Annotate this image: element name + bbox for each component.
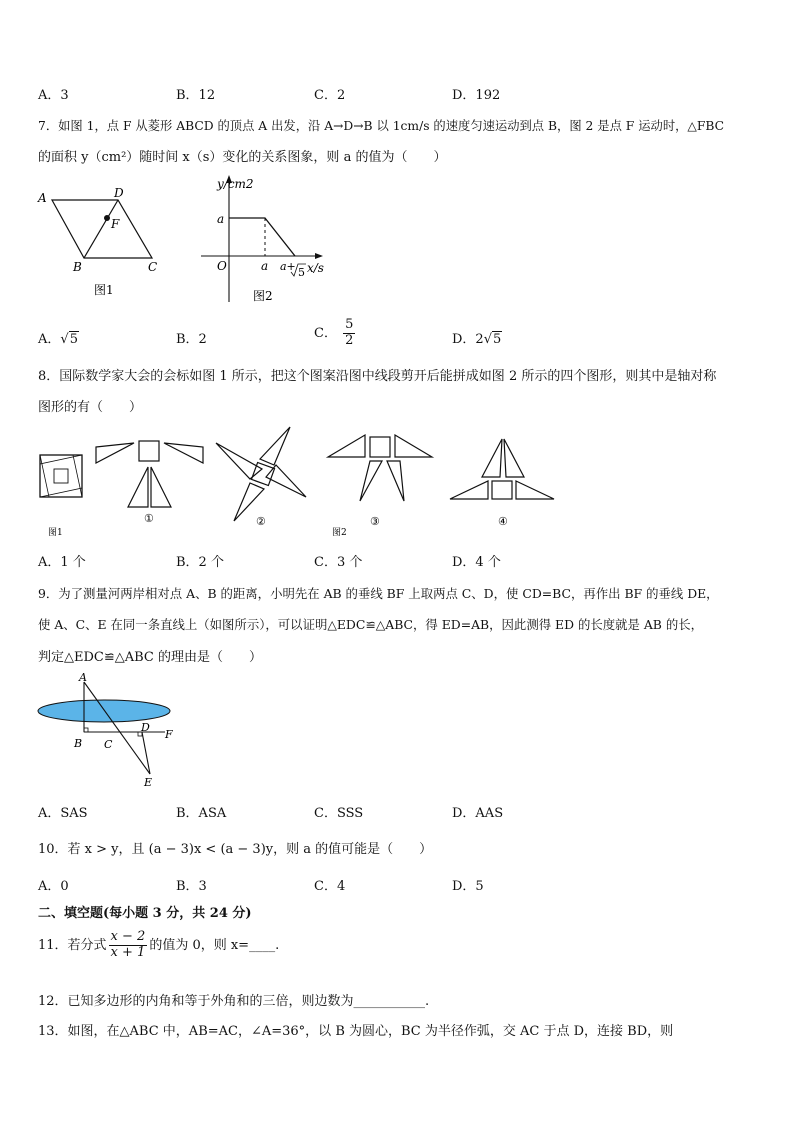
q7-option-c-denominator: 2 bbox=[345, 332, 354, 348]
q10-option-c: C．4 bbox=[314, 879, 346, 894]
q7-fig1-label-f: F bbox=[111, 217, 120, 231]
q8-figure-4 bbox=[450, 439, 554, 499]
q9-text-line1: 9．为了测量河两岸相对点 A、B 的距离，小明先在 AB 的垂线 BF 上取两点 C、D，使 CD=BC，再作出 BF 的垂线 DE， bbox=[38, 586, 719, 601]
q7-option-c-fraction bbox=[343, 318, 355, 349]
q8-option-d: D．4 个 bbox=[452, 555, 501, 570]
q9-option-c: C．SSS bbox=[314, 806, 364, 821]
q7-fig2-a-plus: a+ bbox=[280, 260, 296, 273]
q7-fig2-a-x: a bbox=[261, 259, 269, 273]
q9-fig-label-a: A bbox=[79, 671, 87, 684]
q7-fig2-sqrt5: 5 bbox=[298, 266, 305, 279]
section-2-heading: 二、填空题(每小题 3 分，共 24 分) bbox=[38, 906, 252, 921]
q9-option-b: B．ASA bbox=[176, 806, 227, 821]
q7-fig1-caption: 图1 bbox=[94, 283, 114, 297]
q8-figure-2 bbox=[216, 427, 306, 521]
q8-label-4: ④ bbox=[498, 515, 508, 528]
q6-option-b: B．12 bbox=[176, 88, 216, 103]
q7-option-d-radicand: 5 bbox=[493, 332, 502, 347]
q7-fig1-label-a: A bbox=[38, 191, 47, 205]
q7-figure1-rhombus bbox=[30, 180, 170, 310]
q8-option-b: B．2 个 bbox=[176, 555, 224, 570]
q7-fig2-ylabel: y/cm2 bbox=[217, 177, 254, 191]
q9-fig-label-c: C bbox=[104, 738, 113, 751]
q11-fraction bbox=[109, 930, 148, 961]
q6-option-c: C．2 bbox=[314, 88, 346, 103]
q7-option-d-label: D．2 bbox=[452, 332, 484, 347]
q11-post: 的值为 0，则 x=____. bbox=[149, 937, 280, 953]
q8-text-line1: 8．国际数学家大会的会标如图 1 所示，把这个图案沿图中线段剪开后能拼成如图 2 所示的四个图形，则其中是轴对称 bbox=[38, 369, 717, 384]
q10-option-b: B．3 bbox=[176, 879, 207, 894]
q7-fig1-label-c: C bbox=[148, 260, 158, 274]
q9-text-line2: 使 A、C、E 在同一条直线上（如图所示），可以证明△EDC≌△ABC，得 ED=AB，因此测得 ED 的长度就是 AB 的长， bbox=[38, 617, 704, 632]
q7-fig2-caption: 图2 bbox=[253, 289, 273, 303]
q7-fig1-label-d: D bbox=[114, 186, 124, 200]
q7-figure2-graph bbox=[195, 172, 345, 312]
q8-figures bbox=[30, 425, 570, 540]
q10-option-a: A．0 bbox=[38, 879, 69, 894]
q11 bbox=[38, 930, 279, 961]
q8-option-a: A．1 个 bbox=[38, 555, 86, 570]
q8-label-fig1: 图1 bbox=[48, 528, 63, 538]
q6-option-d: D．192 bbox=[452, 88, 501, 103]
q7-option-d bbox=[452, 328, 502, 347]
q8-figure-1 bbox=[96, 441, 203, 507]
q9-option-d: D．AAS bbox=[452, 806, 504, 821]
q7-option-b: B．2 bbox=[176, 332, 207, 347]
q11-numerator: x − 2 bbox=[110, 929, 146, 944]
q8-label-fig2: 图2 bbox=[332, 528, 347, 538]
q9-fig-label-d: D bbox=[141, 721, 150, 734]
q9-fig-label-e: E bbox=[144, 776, 153, 789]
q7-fig2-a-y: a bbox=[217, 212, 225, 226]
q7-fig2-xlabel: x/s bbox=[307, 261, 324, 275]
q7-option-c bbox=[314, 318, 357, 349]
q8-figure-3 bbox=[328, 435, 432, 501]
q7-option-c-label: C． bbox=[314, 325, 337, 341]
q9-fig-label-f: F bbox=[165, 728, 173, 741]
q10-option-d: D．5 bbox=[452, 879, 484, 894]
q8-label-1: ① bbox=[144, 512, 154, 525]
q7-text-line2: 的面积 y（cm²）随时间 x（s）变化的关系图象，则 a 的值为（ ） bbox=[38, 150, 447, 165]
q9-fig-label-b: B bbox=[74, 737, 83, 750]
q8-label-3: ③ bbox=[370, 515, 380, 528]
q9-figure-river bbox=[30, 668, 190, 793]
q9-option-a: A．SAS bbox=[38, 806, 88, 821]
q11-pre: 11．若分式 bbox=[38, 937, 107, 953]
q8-figure1 bbox=[40, 455, 82, 497]
q8-label-2: ② bbox=[256, 515, 266, 528]
q10-text: 10．若 x > y，且 (a − 3)x < (a − 3)y，则 a 的值可能是（ ） bbox=[38, 842, 433, 857]
q7-fig2-origin: O bbox=[217, 259, 227, 273]
sqrt-symbol: √ bbox=[60, 332, 69, 347]
q8-text-line2: 图形的有（ ） bbox=[38, 400, 143, 415]
q7-option-a bbox=[38, 328, 79, 347]
q8-option-c: C．3 个 bbox=[314, 555, 363, 570]
q7-option-a-radicand: 5 bbox=[69, 332, 78, 347]
q7-fig1-label-b: B bbox=[73, 260, 82, 274]
q9-text-line3: 判定△EDC≌△ABC 的理由是（ ） bbox=[38, 650, 263, 665]
q12-text: 12．已知多边形的内角和等于外角和的三倍，则边数为___________. bbox=[38, 994, 430, 1009]
q7-option-c-numerator: 5 bbox=[345, 317, 354, 332]
q6-option-a: A．3 bbox=[38, 88, 69, 103]
q7-option-a-label: A． bbox=[38, 332, 61, 347]
sqrt-symbol: √ bbox=[483, 332, 492, 347]
q11-denominator: x + 1 bbox=[110, 944, 146, 960]
q13-text: 13．如图，在△ABC 中，AB=AC，∠A=36°，以 B 为圆心，BC 为半径作弧，交 AC 于点 D，连接 BD，则 bbox=[38, 1024, 674, 1039]
q7-text-line1: 7．如图 1，点 F 从菱形 ABCD 的顶点 A 出发，沿 A→D→B 以 1cm/s 的速度匀速运动到点 B，图 2 是点 F 运动时，△FBC bbox=[38, 119, 725, 133]
